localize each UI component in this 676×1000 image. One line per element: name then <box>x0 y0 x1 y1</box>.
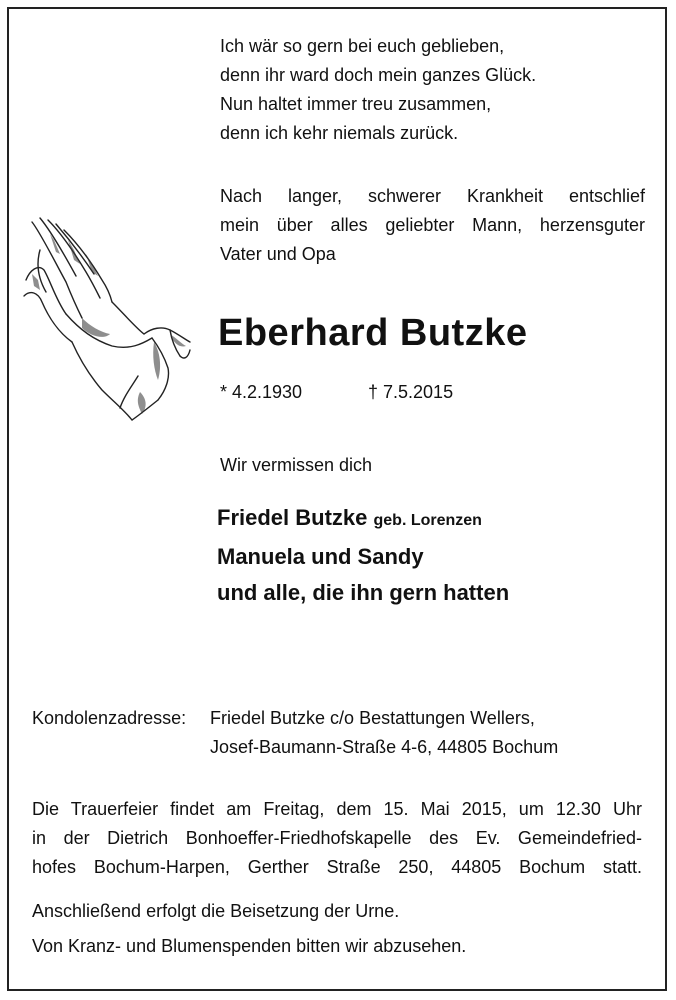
ceremony-info <box>32 795 642 882</box>
address-line: Josef-Baumann-Straße 4-6, 44805 Bochum <box>210 737 559 757</box>
birth-date: * 4.2.1930 <box>220 382 303 402</box>
family-line: und alle, die ihn gern hatten <box>217 580 510 605</box>
address-label: Kondolenzadresse: <box>32 708 187 728</box>
intro-line: Nach langer, schwerer Krankheit entschlief <box>220 186 645 206</box>
death-date: † 7.5.2015 <box>368 382 454 402</box>
miss-text: Wir vermissen dich <box>220 455 373 475</box>
intro-text <box>220 182 645 269</box>
poem <box>220 32 640 148</box>
maiden-name: geb. Lorenzen <box>373 512 482 529</box>
life-dates <box>220 382 454 403</box>
ceremony-line: in der Dietrich Bonhoeffer-Friedhofskapelle des Ev. Gemeindefried- <box>32 828 642 848</box>
poem-line: denn ihr ward doch mein ganzes Glück. <box>220 65 537 85</box>
family-signatures <box>217 500 509 611</box>
family-line <box>217 500 509 539</box>
widow-name: Friedel Butzke <box>217 505 368 530</box>
poem-line: Nun haltet immer treu zusammen, <box>220 94 492 114</box>
burial-text: Anschließend erfolgt die Beisetzung der Urne. <box>32 901 400 921</box>
address-line: Friedel Butzke c/o Bestattungen Wellers, <box>210 708 535 728</box>
condolence-address <box>32 704 642 762</box>
ceremony-line: Die Trauerfeier findet am Freitag, dem 15. Mai 2015, um 12.30 Uhr <box>32 799 642 819</box>
poem-line: Ich wär so gern bei euch geblieben, <box>220 36 505 56</box>
deceased-name: Eberhard Butzke <box>218 312 528 354</box>
family-line: Manuela und Sandy <box>217 544 424 569</box>
flowers-text: Von Kranz- und Blumenspenden bitten wir abzusehen. <box>32 936 467 956</box>
intro-line: Vater und Opa <box>220 244 336 264</box>
ceremony-line: hofes Bochum-Harpen, Gerther Straße 250, 44805 Bochum statt. <box>32 857 642 877</box>
poem-line: denn ich kehr niemals zurück. <box>220 123 459 143</box>
intro-line: mein über alles geliebter Mann, herzensguter <box>220 215 645 235</box>
praying-hands-icon <box>20 210 195 435</box>
